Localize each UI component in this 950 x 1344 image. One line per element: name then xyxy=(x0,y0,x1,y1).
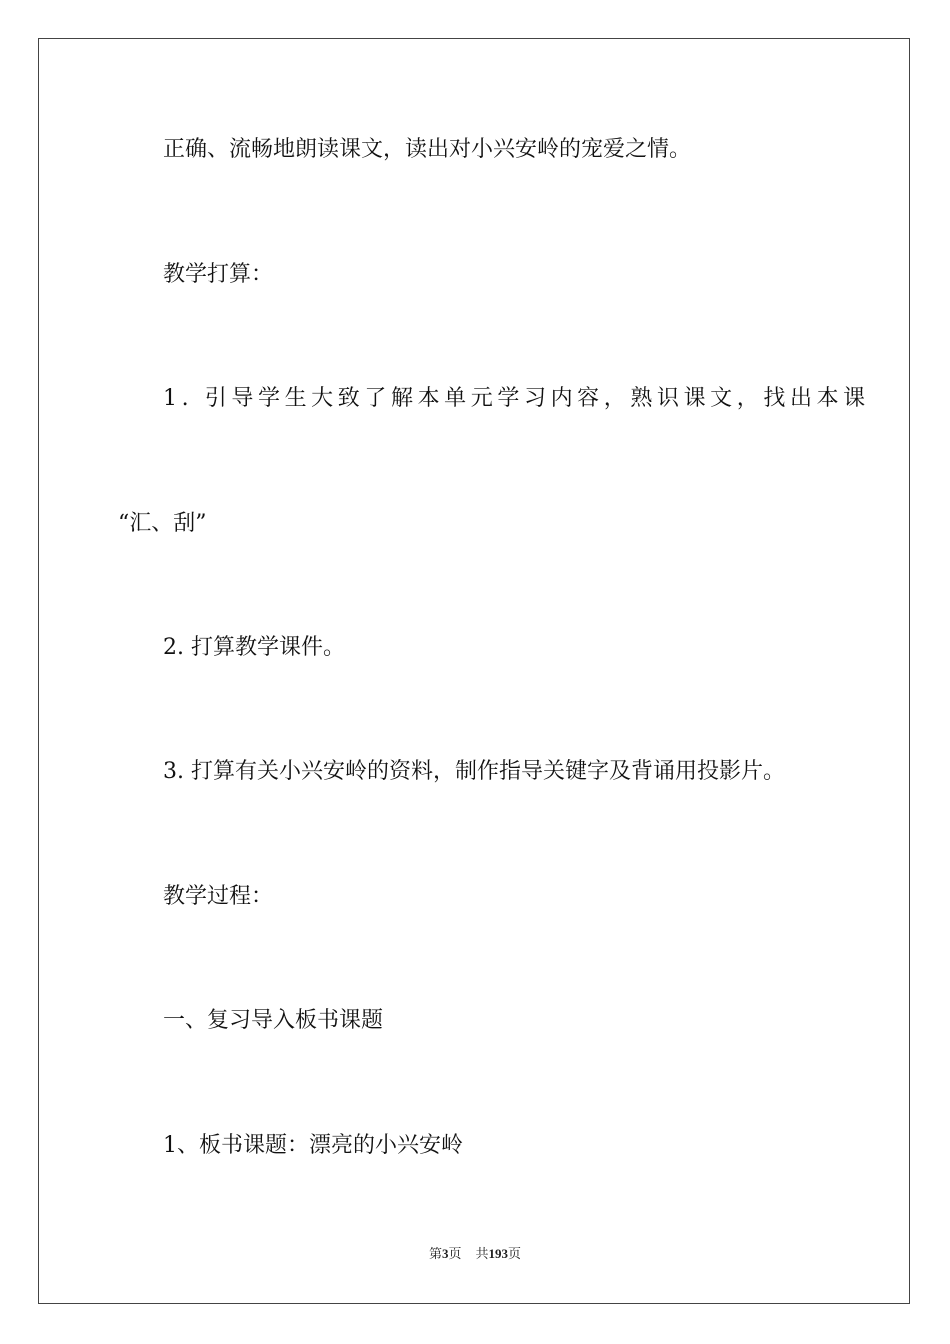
paragraph-9: 1、板书课题：漂亮的小兴安岭 xyxy=(163,1133,463,1158)
page-border xyxy=(38,38,910,1304)
paragraph-5: 2. 打算教学课件。 xyxy=(163,635,345,660)
total-suffix: 页 xyxy=(508,1246,522,1261)
paragraph-3: 1. 引导学生大致了解本单元学习内容，熟识课文，找出本课 xyxy=(163,386,870,411)
page-number: 3 xyxy=(441,1246,449,1261)
page-suffix: 页 xyxy=(448,1246,462,1261)
paragraph-1: 正确、流畅地朗读课文，读出对小兴安岭的宠爱之情。 xyxy=(163,137,692,162)
paragraph-4: “汇、刮” xyxy=(118,511,207,536)
total-pages: 193 xyxy=(488,1246,509,1261)
paragraph-2: 教学打算： xyxy=(163,262,274,287)
paragraph-8: 一、复习导入板书课题 xyxy=(163,1008,384,1033)
paragraph-6: 3. 打算有关小兴安岭的资料，制作指导关键字及背诵用投影片。 xyxy=(163,759,785,784)
paragraph-7: 教学过程： xyxy=(163,884,274,909)
total-prefix: 共 xyxy=(475,1246,489,1261)
page-footer xyxy=(0,1245,950,1263)
page-prefix: 第 xyxy=(428,1246,442,1261)
